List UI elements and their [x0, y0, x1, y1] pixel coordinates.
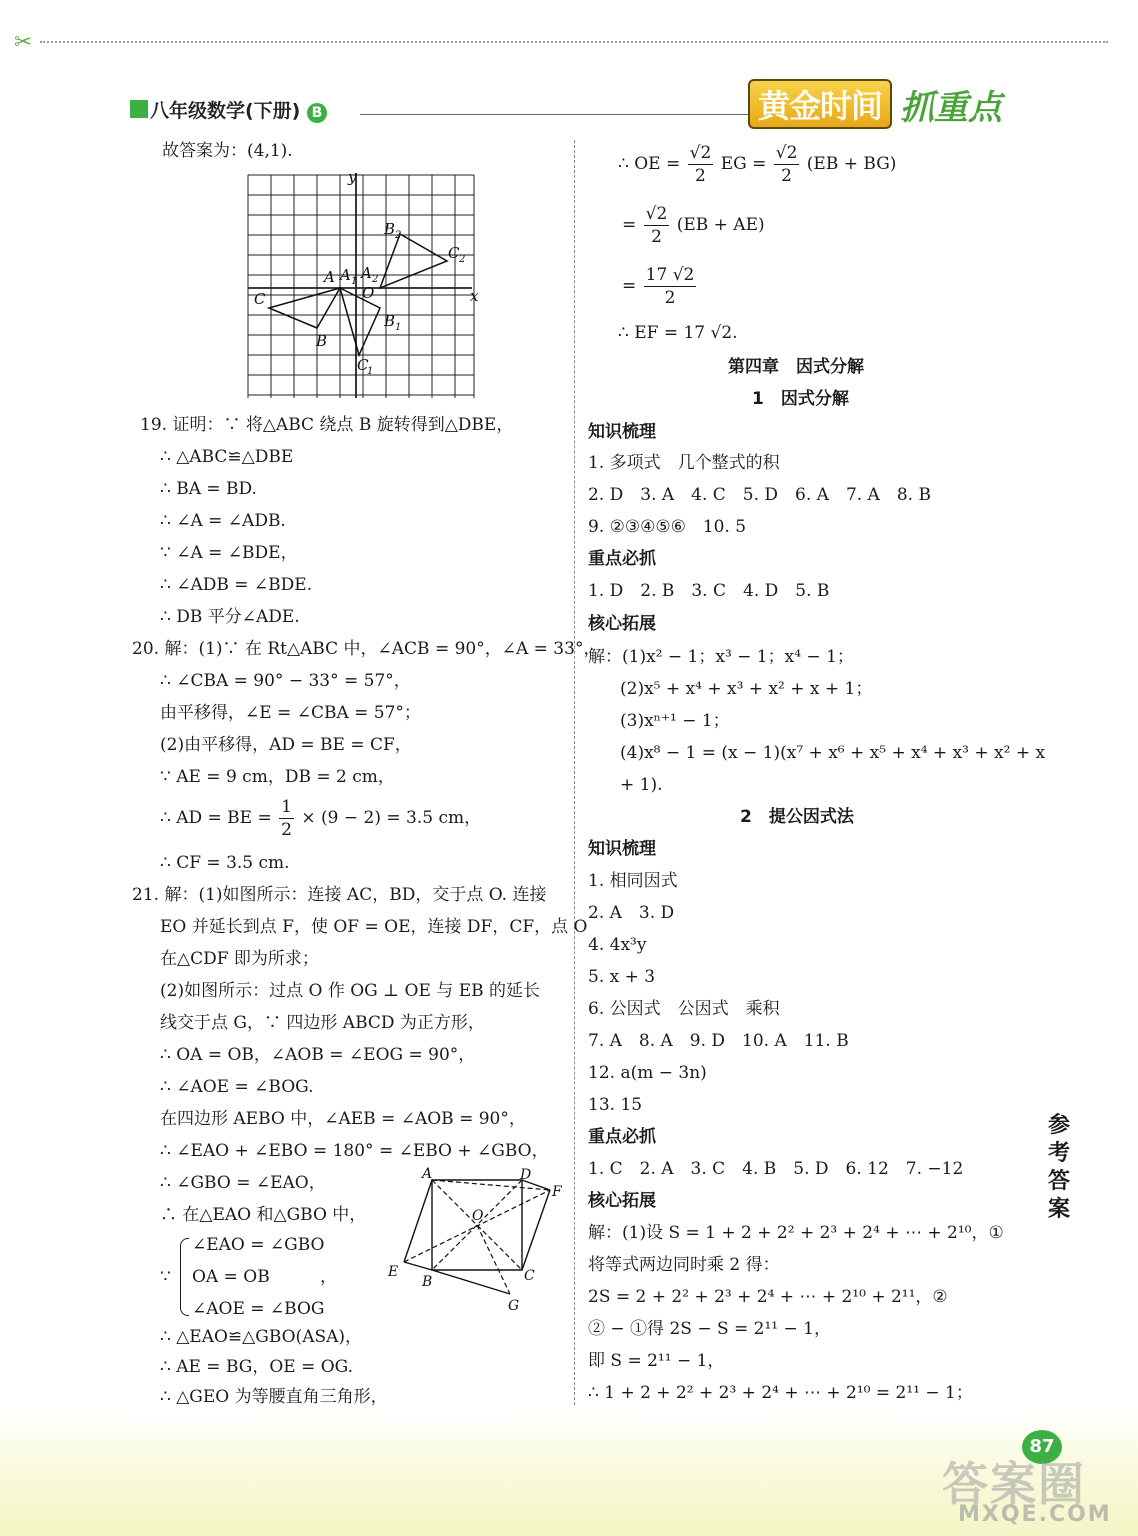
heading-hexin-2: 核心拓展	[588, 1191, 656, 1211]
s2b-line: 1. C 2. A 3. C 4. B 5. D 6. 12 7. −12	[588, 1159, 964, 1179]
fig2-label-G: G	[508, 1298, 520, 1314]
eq2-post: (EB + AE)	[676, 215, 765, 235]
system-row-2: OA = OB	[192, 1267, 270, 1287]
q21-line-5: 线交于点 G，∵ 四边形 ABCD 为正方形，	[160, 1013, 485, 1033]
point-label-C1: C	[357, 356, 369, 374]
s1c-line-4: (4)x⁸ − 1 = (x − 1)(x⁷ + x⁶ + x⁵ + x⁴ + x³ + x² + x	[620, 743, 1046, 763]
system-brace	[180, 1238, 189, 1316]
q19-line-5: ∵ ∠A = ∠BDE，	[160, 543, 298, 563]
oe-pre: ∴ OE =	[618, 154, 681, 174]
header-rule	[360, 114, 748, 115]
point-label-A: A	[324, 268, 335, 286]
book-title: 八年级数学(下册) B	[150, 96, 327, 123]
q20-line-7: ∴ CF = 3.5 cm.	[160, 853, 290, 873]
point-label-C2: C	[448, 244, 460, 262]
s2-line-1: 1. 相同因式	[588, 871, 678, 891]
point-label-A1-sub: 1	[351, 276, 358, 287]
s1c-line-1: 解：(1)x² − 1；x³ − 1；x⁴ − 1；	[588, 647, 854, 667]
side-char: 考	[1047, 1141, 1070, 1166]
fraction-den: 2	[664, 288, 676, 308]
q20-line-5: ∵ AE = 9 cm，DB = 2 cm，	[160, 767, 395, 787]
fig2-label-B: B	[422, 1274, 433, 1290]
fraction	[279, 796, 294, 841]
fig2-label-C: C	[524, 1268, 535, 1284]
section-2-title: 2 提公因式法	[740, 807, 854, 827]
ef-line: ∴ EF = 17 √2.	[618, 323, 738, 343]
q19-line-3: ∴ BA = BD.	[160, 479, 257, 499]
fraction-den: 2	[781, 166, 792, 186]
system-row-3: ∠AOE = ∠BOG	[192, 1299, 325, 1319]
fraction-num: √2	[689, 143, 712, 163]
point-label-B2: B	[384, 220, 396, 238]
q21-line-11: ∴ 在△EAO 和△GBO 中，	[160, 1205, 367, 1225]
point-label-A1: A	[340, 266, 351, 284]
heading-zhishi-2: 知识梳理	[588, 839, 656, 859]
q19-line-1: 19. 证明：∵ 将△ABC 绕点 B 旋转得到△DBE，	[140, 415, 514, 435]
s2c-line-6: ∴ 1 + 2 + 2² + 2³ + 2⁴ + ⋯ + 2¹⁰ = 2¹¹ − 1；	[588, 1383, 973, 1403]
s1c-line-5: + 1).	[620, 775, 663, 795]
s1-line-3: 9. ②③④⑤⑥ 10. 5	[588, 517, 747, 537]
system-because: ∵	[160, 1267, 171, 1287]
s2c-line-4: ② − ①得 2S − S = 2¹¹ − 1，	[588, 1319, 831, 1339]
system-row-2-tail: ，	[320, 1267, 337, 1287]
point-label-A2: A	[361, 264, 372, 282]
square-geometry-figure	[384, 1166, 574, 1316]
edition-mark: B	[307, 103, 327, 123]
q19-line-6: ∴ ∠ADB = ∠BDE.	[160, 575, 313, 595]
watermark-logo: 答案圈	[942, 1457, 1086, 1511]
s2c-line-1: 解：(1)设 S = 1 + 2 + 2² + 2³ + 2⁴ + ⋯ + 2¹⁰，①	[588, 1223, 1004, 1243]
fraction-num: √2	[645, 204, 668, 224]
q20-line-4: (2)由平移得，AD = BE = CF，	[160, 735, 412, 755]
side-char: 参	[1047, 1113, 1070, 1138]
s1-line-2: 2. D 3. A 4. C 5. D 6. A 7. A 8. B	[588, 485, 931, 505]
s1c-line-2: (2)x⁵ + x⁴ + x³ + x² + x + 1；	[620, 679, 873, 699]
q21-line-4: (2)如图所示：过点 O 作 OG ⊥ OE 与 EB 的延长	[160, 981, 541, 1001]
q21-line-9: ∴ ∠EAO + ∠EBO = 180° = ∠EBO + ∠GBO，	[160, 1141, 549, 1161]
s2-line-3: 4. 4x³y	[588, 935, 647, 955]
eq2-pre: =	[622, 215, 637, 235]
s1c-line-3: (3)xⁿ⁺¹ − 1；	[620, 711, 730, 731]
point-label-B1-sub: 1	[395, 322, 402, 333]
q19-line-7: ∴ DB 平分∠ADE.	[160, 607, 300, 627]
heading-hexin-1: 核心拓展	[588, 614, 656, 634]
fraction-den: 2	[695, 166, 706, 186]
q21-line-6: ∴ OA = OB，∠AOB = ∠EOG = 90°，	[160, 1045, 476, 1065]
q21b-line-3: ∴ △GEO 为等腰直角三角形，	[160, 1387, 388, 1407]
fraction-den: 2	[281, 820, 292, 840]
column-divider	[574, 140, 575, 1405]
q20-l6-pre: ∴ AD = BE =	[160, 808, 272, 828]
s2-line-5: 6. 公因式 公因式 乘积	[588, 999, 780, 1019]
fraction-num: 17 √2	[645, 265, 695, 285]
eq-line-2	[622, 203, 765, 248]
s2-line-2: 2. A 3. D	[588, 903, 675, 923]
point-label-B: B	[316, 332, 328, 350]
fraction-num: 1	[281, 797, 292, 817]
oe-equation	[618, 142, 896, 187]
q20-line-6	[160, 796, 481, 841]
q21-line-7: ∴ ∠AOE = ∠BOG.	[160, 1077, 314, 1097]
fraction	[688, 142, 714, 187]
q21-line-1: 21. 解：(1)如图所示：连接 AC，BD，交于点 O. 连接	[132, 885, 547, 905]
oe-post: (EB + BG)	[806, 154, 897, 174]
q20-l6-post: × (9 − 2) = 3.5 cm，	[301, 808, 482, 828]
point-label-A2-sub: 2	[372, 274, 379, 285]
s2c-line-3: 2S = 2 + 2² + 2³ + 2⁴ + ⋯ + 2¹⁰ + 2¹¹，②	[588, 1287, 948, 1307]
heading-zhongdian-1: 重点必抓	[588, 549, 656, 569]
side-char: 答	[1047, 1169, 1070, 1194]
s2-line-8: 13. 15	[588, 1095, 643, 1115]
eq-line-3	[622, 264, 698, 309]
q19-line-4: ∴ ∠A = ∠ADB.	[160, 511, 286, 531]
point-label-B2-sub: 2	[395, 230, 402, 241]
fraction	[644, 203, 670, 248]
q21-line-3: 在△CDF 即为所求；	[160, 949, 319, 969]
fig2-label-A: A	[422, 1166, 433, 1182]
q21-line-8: 在四边形 AEBO 中，∠AEB = ∠AOB = 90°，	[160, 1109, 526, 1129]
coordinate-grid-figure	[244, 170, 482, 402]
fig2-label-O: O	[472, 1208, 484, 1224]
s2-line-7: 12. a(m − 3n)	[588, 1063, 707, 1083]
watermark-url: MXQE.COM	[958, 1502, 1112, 1527]
section-1-title: 1 因式分解	[752, 389, 849, 409]
s1b-line: 1. D 2. B 3. C 4. D 5. B	[588, 581, 830, 601]
side-char: 案	[1047, 1197, 1070, 1222]
brand-part1: 黄金时间	[748, 79, 892, 129]
answer-line: 故答案为：(4,1).	[162, 141, 293, 161]
cut-line	[40, 41, 1108, 43]
origin-label: O	[362, 284, 375, 302]
q20-line-3: 由平移得，∠E = ∠CBA = 57°；	[160, 703, 421, 723]
scissors-icon: ✂	[14, 30, 33, 55]
brand-part2: 抓重点	[900, 87, 1003, 128]
header-square-icon	[130, 100, 148, 118]
s2c-line-5: 即 S = 2¹¹ − 1，	[588, 1351, 725, 1371]
chapter-title: 第四章 因式分解	[728, 357, 864, 377]
axis-x-label: x	[470, 287, 479, 305]
fig2-label-D: D	[520, 1167, 532, 1183]
heading-zhishi-1: 知识梳理	[588, 422, 656, 442]
fraction-num: √2	[775, 143, 798, 163]
heading-zhongdian-2: 重点必抓	[588, 1127, 656, 1147]
point-label-B1: B	[384, 312, 396, 330]
brand-logo	[748, 82, 1002, 126]
fraction	[644, 264, 697, 309]
s2c-line-2: 将等式两边同时乘 2 得：	[588, 1255, 780, 1275]
q21-line-10: ∴ ∠GBO = ∠EAO，	[160, 1173, 326, 1193]
fig2-label-E: E	[388, 1264, 399, 1280]
q20-line-2: ∴ ∠CBA = 90° − 33° = 57°，	[160, 671, 411, 691]
q21b-line-1: ∴ △EAO≌△GBO(ASA)，	[160, 1327, 363, 1347]
axis-y-label: y	[348, 170, 357, 186]
system-row-1: ∠EAO = ∠GBO	[192, 1235, 325, 1255]
q21b-line-2: ∴ AE = BG，OE = OG.	[160, 1357, 354, 1377]
fraction	[774, 142, 800, 187]
point-label-C1-sub: 1	[367, 366, 374, 377]
page-number: 87	[1022, 1430, 1062, 1464]
s2-line-6: 7. A 8. A 9. D 10. A 11. B	[588, 1031, 849, 1051]
point-label-C: C	[254, 290, 266, 308]
s1-line-1: 1. 多项式 几个整式的积	[588, 453, 780, 473]
q21-line-2: EO 并延长到点 F，使 OF = OE，连接 DF，CF，点 O	[160, 917, 588, 937]
oe-mid: EG =	[720, 154, 767, 174]
fig2-label-F: F	[552, 1184, 562, 1200]
s2-line-4: 5. x + 3	[588, 967, 656, 987]
q19-line-2: ∴ △ABC≌△DBE	[160, 447, 294, 467]
q20-line-1: 20. 解：(1)∵ 在 Rt△ABC 中，∠ACB = 90°，∠A = 33°，	[132, 639, 601, 659]
side-label	[1046, 1112, 1072, 1224]
point-label-C2-sub: 2	[459, 254, 466, 265]
eq3-pre: =	[622, 276, 637, 296]
fraction-den: 2	[651, 227, 662, 247]
